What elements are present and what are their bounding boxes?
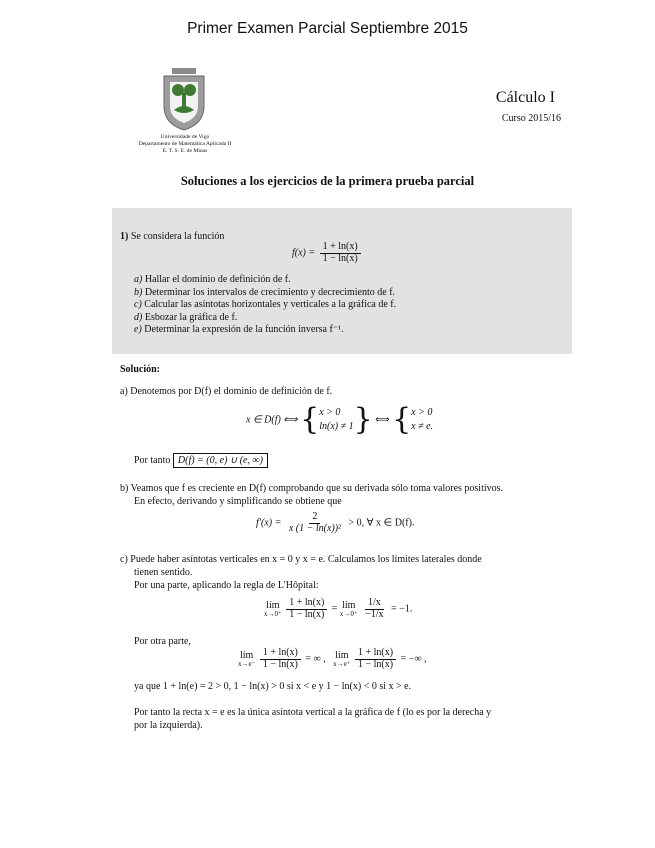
function-lhs: f(x) = bbox=[292, 247, 316, 259]
function-numerator: 1 + ln(x) bbox=[320, 242, 361, 254]
solution-b-line-1: b) Veamos que f es creciente en D(f) comprobando que su derivada sólo toma valores positivos. bbox=[120, 483, 504, 494]
result-prefix: Por tanto bbox=[134, 455, 171, 466]
domain-result: D(f) = (0, e) ∪ (e, ∞) bbox=[173, 453, 268, 468]
coat-of-arms-icon bbox=[160, 66, 208, 132]
solution-a-result bbox=[134, 455, 268, 466]
function-denominator: 1 − ln(x) bbox=[322, 252, 358, 264]
solution-c-line-3: Por una parte, aplicando la regla de L'Hôpital: bbox=[134, 580, 319, 591]
university-logo bbox=[160, 66, 208, 132]
institution-line-2: Departamento de Matemática Aplicada II bbox=[138, 141, 232, 147]
problem-box bbox=[112, 208, 572, 354]
solution-c-line-1: c) Puede haber asíntotas verticales en x = 0 y x = e. Calculamos los límites laterales donde bbox=[120, 554, 482, 565]
lhopital-limit: lím x→0⁺ $\frac{1 + \ln(x)}{1 - \ln(x)}$ = lím x→0⁺ $\frac{1/x}{-1/x}$ = −1. bbox=[264, 597, 413, 620]
solution-c-text bbox=[120, 553, 482, 592]
institution-block bbox=[100, 134, 270, 155]
solution-c-line-7: por la izquierda). bbox=[134, 720, 203, 731]
case-1b: ln(x) ≠ 1 bbox=[319, 421, 354, 432]
part-e: e) Determinar la expresión de la función inversa f⁻¹. bbox=[134, 324, 344, 336]
document-title: Soluciones a los ejercicios de la primera prueba parcial bbox=[180, 174, 475, 188]
institution-line-1: Universidade de Vigo bbox=[160, 134, 210, 140]
institution-line-3: E. T. S. E. de Minas bbox=[162, 148, 208, 154]
part-b: b) Determinar los intervalos de crecimiento y decrecimiento de f. bbox=[134, 286, 396, 298]
part-d: d) Esbozar la gráfica de f. bbox=[134, 311, 238, 323]
part-a: a) Hallar el dominio de definición de f. bbox=[134, 274, 291, 285]
solution-b-text bbox=[120, 482, 503, 508]
derivative-equation bbox=[256, 512, 414, 534]
solution-a-equivalence: x ∈ D(f) ⟺ { x > 0 ln(x) ≠ 1 } ⟺ { x > 0 x ≠ e. bbox=[246, 402, 434, 437]
solution-c-line-2: tienen sentido. bbox=[134, 567, 193, 578]
solution-b-line-2: En efecto, derivando y simplificando se obtiene que bbox=[134, 496, 342, 507]
derivative-denominator: x (1 − ln(x))² bbox=[288, 522, 342, 534]
derivative-numerator: 2 bbox=[309, 512, 320, 524]
solution-heading: Solución: bbox=[120, 364, 161, 375]
derivative-lhs: f′(x) = bbox=[256, 517, 282, 529]
page-header-title: Primer Examen Parcial Septiembre 2015 bbox=[187, 20, 468, 37]
part-c: c) Calcular las asíntotas horizontales y verticales a la gráfica de f. bbox=[134, 299, 397, 311]
case-2a: x > 0 bbox=[411, 406, 433, 418]
case-2b: x ≠ e. bbox=[411, 421, 434, 432]
course-name: Cálculo I bbox=[495, 89, 555, 106]
solution-c-line-4: Por otra parte, bbox=[134, 636, 191, 647]
solution-c-line-6: Por tanto la recta x = e es la única asíntota vertical a la gráfica de f (lo es por la derecha y bbox=[134, 707, 492, 718]
solution-a-text: a) Denotemos por D(f) el dominio de definición de f. bbox=[120, 386, 333, 397]
eq-left: x ∈ D(f) ⟺ bbox=[246, 414, 298, 426]
solution-c-line-5: ya que 1 + ln(e) = 2 > 0, 1 − ln(x) > 0 si x < e y 1 − ln(x) < 0 si x > e. bbox=[134, 681, 412, 692]
problem-parts bbox=[134, 274, 396, 337]
iff-symbol: ⟺ bbox=[375, 414, 390, 426]
problem-number: 1) bbox=[120, 231, 129, 242]
course-year: Curso 2015/16 bbox=[501, 113, 561, 124]
problem-intro: Se considera la función bbox=[130, 231, 225, 242]
solution-c-conclusion bbox=[134, 706, 491, 732]
lateral-limits: lím x→e⁻ $\frac{1 + \ln(x)}{1 - \ln(x)}$ = ∞ , lím x→e⁺ $\frac{1 + \ln(x)}{1 - \ln(x)}$ = −∞ , bbox=[238, 647, 427, 670]
problem-function bbox=[292, 242, 363, 264]
case-1a: x > 0 bbox=[319, 406, 341, 418]
derivative-rhs: > 0, ∀ x ∈ D(f). bbox=[348, 517, 415, 529]
